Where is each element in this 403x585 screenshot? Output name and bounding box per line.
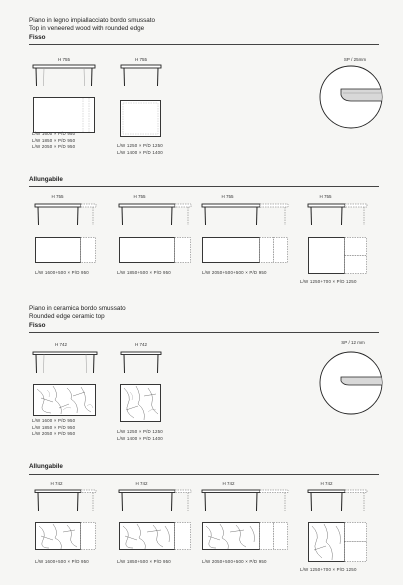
dimension-text: L/W 1600+500 × P/D 950 [35,559,89,564]
table-elevation-drawing [119,204,193,226]
height-label: H 755 [51,194,64,199]
dimension-text: L/W 1850+500 × P/D 950 [117,559,171,564]
marble-table-plan-drawing [33,384,96,416]
dimension-text: L/W 1400 × P/D 1400 [117,435,163,441]
dimension-text: L/W 1400 × P/D 1400 [117,149,163,155]
table-elevation-drawing [121,352,161,374]
dimension-text: L/W 2050+500+500 × P/D 950 [202,270,267,275]
section-divider [29,332,379,333]
marble-table-plan-drawing [308,522,370,562]
dimension-text: L/W 2050 × P/D 950 [32,144,76,150]
dimension-text: L/W 1600 × P/D 950 [32,131,76,136]
thickness-label: SP / 12 mm [341,340,365,345]
wood-title-en: Top in veneered wood with rounded edge [29,24,145,32]
marble-table-plan-drawing [202,522,290,550]
height-label: H 742 [50,481,63,486]
height-label: H 755 [221,194,234,199]
table-plan-drawing [308,237,370,274]
dimension-text: L/W 2050+500+500 × P/D 950 [202,559,267,564]
marble-table-plan-drawing [120,384,161,422]
dimension-text: L/W 2050 × P/D 950 [32,431,76,437]
height-label: H 742 [222,481,235,486]
height-label: H 742 [320,481,333,486]
dimension-text: L/W 1250+700 × P/D 1250 [300,567,357,572]
ceramic-title-it: Piano in ceramica bordo smussato [29,305,126,312]
section-divider [29,44,379,45]
marble-table-plan-drawing [119,522,193,550]
dimension-text: L/W 1600 × P/D 950 [32,418,76,423]
height-label: H 755 [133,194,146,199]
dimension-text: L/W 1600+500 × P/D 950 [35,270,89,275]
ceramic-fixed-label: Fisso [29,322,46,329]
height-label: H 755 [57,57,70,62]
ceramic-title-en: Rounded edge ceramic top [29,312,105,320]
marble-table-plan-drawing [35,522,97,550]
dimensions-list [117,143,163,156]
ceramic-extendable-label: Allungabile [29,463,63,470]
section-divider [29,186,379,187]
table-elevation-drawing [33,352,97,374]
table-elevation-drawing [308,490,370,512]
wood-title-it: Piano in legno impiallacciato bordo smussato [29,17,156,24]
table-elevation-drawing [35,490,97,512]
dimension-text: L/W 1250 × P/D 1250 [117,143,163,148]
dimensions-list [117,429,163,442]
dimension-text: L/W 1850 × P/D 950 [32,137,76,143]
wood-extendable-label: Allungabile [29,176,63,183]
height-label: H 742 [134,342,147,347]
height-label: H 742 [135,481,148,486]
section-divider [29,474,379,475]
edge-detail-drawing [319,351,383,415]
dimensions-list [32,418,75,438]
table-plan-drawing [35,237,97,263]
table-elevation-drawing [35,204,97,226]
table-elevation-drawing [308,204,370,226]
table-plan-drawing [119,237,193,263]
table-elevation-drawing [121,65,161,87]
table-elevation-drawing [33,65,95,87]
dimensions-list [32,131,75,151]
table-elevation-drawing [202,204,290,226]
table-plan-drawing [120,100,161,137]
dimension-text: L/W 1250 × P/D 1250 [117,429,163,434]
table-elevation-drawing [202,490,290,512]
height-label: H 755 [319,194,332,199]
dimension-text: L/W 1250+700 × P/D 1250 [300,279,357,284]
edge-detail-drawing [319,65,383,129]
table-plan-drawing [33,97,95,133]
thickness-label: SP / 25mm [343,57,367,62]
height-label: H 755 [134,57,147,62]
table-plan-drawing [202,237,290,263]
height-label: H 742 [54,342,67,347]
dimension-text: L/W 1850 × P/D 950 [32,424,76,430]
wood-fixed-label: Fisso [29,34,46,41]
dimension-text: L/W 1850+500 × P/D 950 [117,270,171,275]
table-elevation-drawing [119,490,193,512]
